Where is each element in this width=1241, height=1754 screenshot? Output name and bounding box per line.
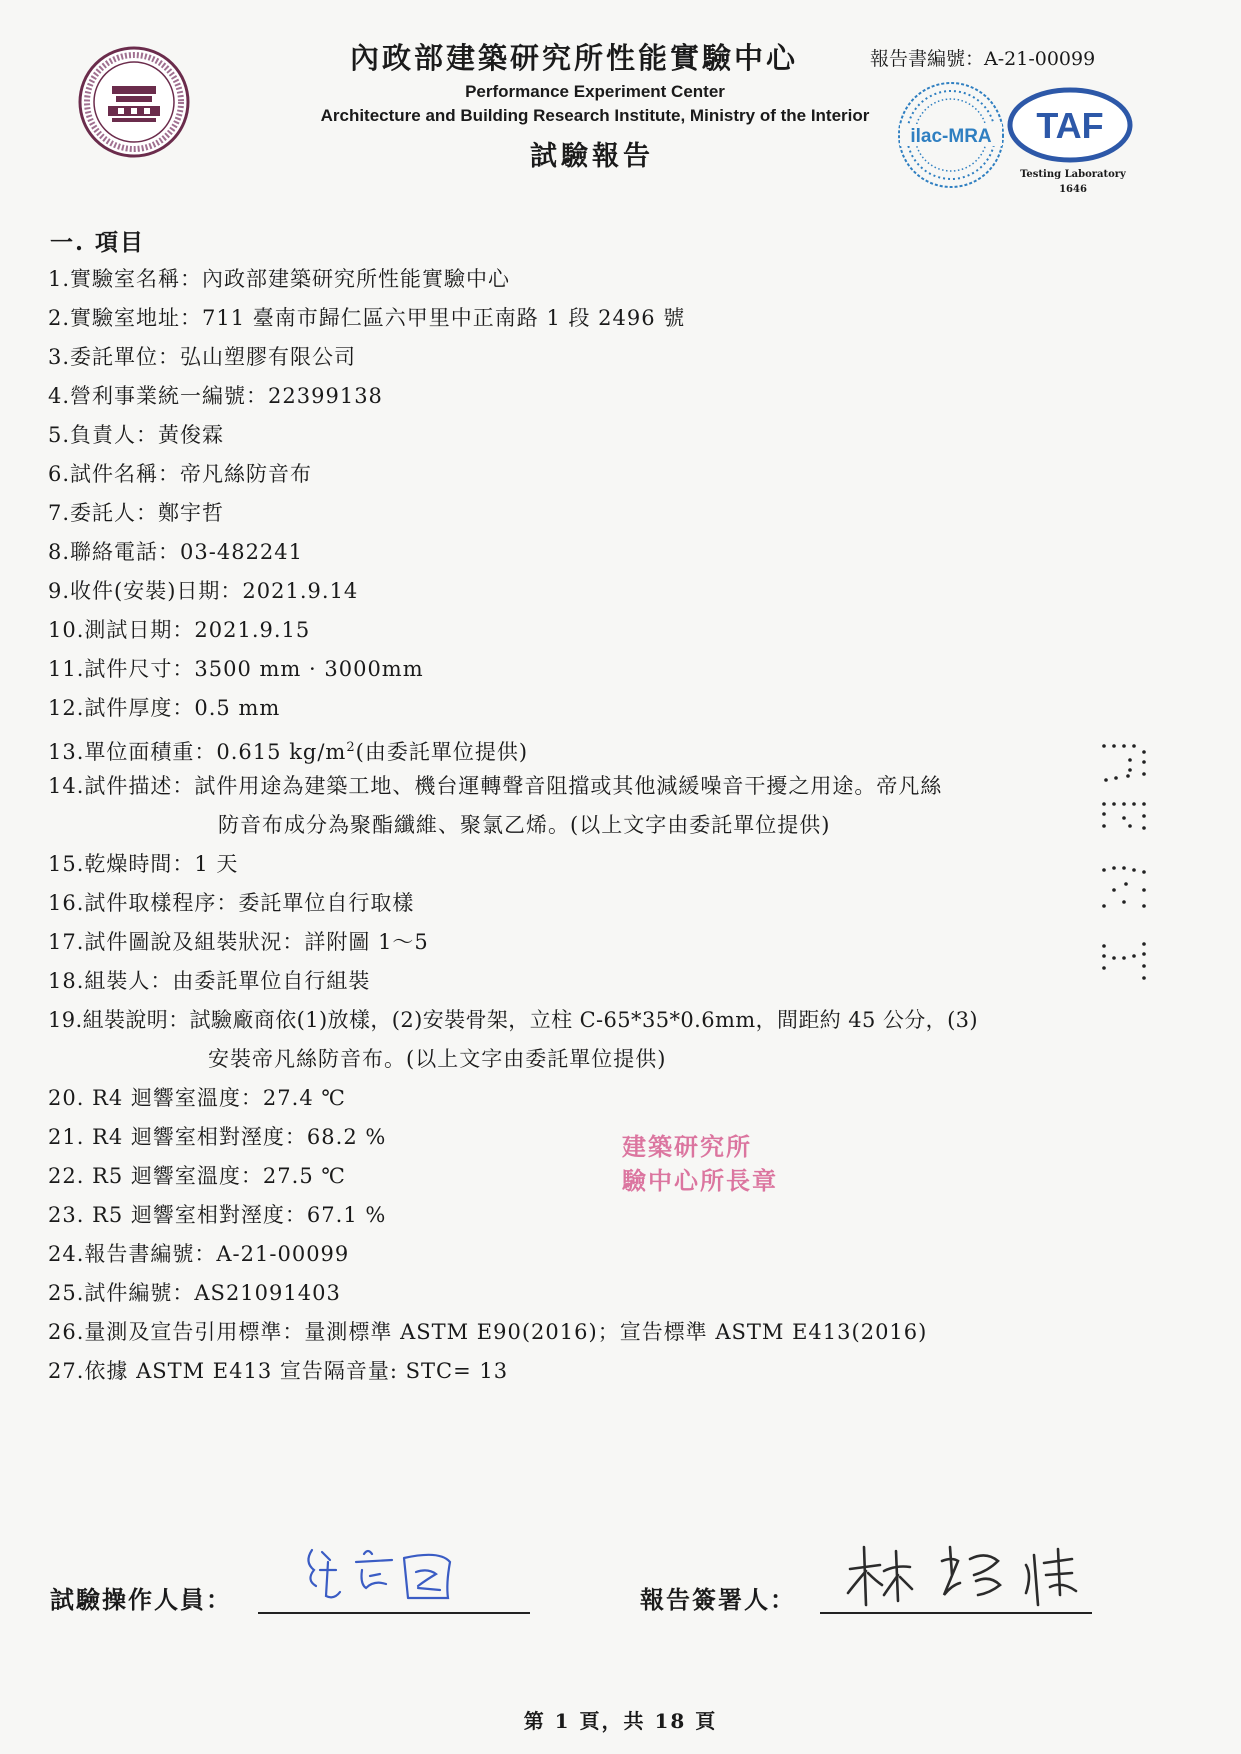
center-name-english: Performance Experiment Center bbox=[465, 82, 725, 101]
signer-label: 報告簽署人： bbox=[640, 1585, 796, 1614]
list-item: 4.營利事業統一編號：22399138 bbox=[48, 384, 383, 408]
institute-name-english: Architecture and Building Research Institute, Ministry of the Interior bbox=[320, 106, 870, 125]
item-list bbox=[48, 260, 1108, 1391]
list-item: 20. R4 迴響室溫度：27.4 ℃ bbox=[48, 1086, 346, 1110]
document-title: 試驗報告 bbox=[530, 141, 654, 172]
taf-caption-line1: Testing Laboratory bbox=[1020, 169, 1126, 180]
list-item: 8.聯絡電話：03-482241 bbox=[48, 540, 304, 564]
taf-caption bbox=[1010, 167, 1136, 197]
margin-perforation-dots bbox=[1100, 740, 1175, 1020]
unit-weight-prefix: 13.單位面積重：0.615 kg/m bbox=[48, 740, 347, 764]
list-item: 23. R5 迴響室相對溼度：67.1 % bbox=[48, 1203, 387, 1227]
list-item: 17.試件圖說及組裝狀況：詳附圖 1～5 bbox=[48, 930, 429, 954]
institute-seal-logo bbox=[78, 46, 190, 158]
unit-weight-suffix: (由委託單位提供) bbox=[355, 740, 529, 764]
ilac-logo-text: ilac-MRA bbox=[910, 126, 992, 147]
list-item: 16.試件取樣程序：委託單位自行取樣 bbox=[48, 891, 415, 915]
unit-weight-superscript: 2 bbox=[346, 740, 356, 755]
ilac-mra-logo bbox=[896, 80, 1006, 190]
section-heading: 一. 項目 bbox=[50, 229, 146, 256]
list-item: 15.乾燥時間：1 天 bbox=[48, 852, 239, 876]
stamp-line1: 建築研究所 bbox=[622, 1133, 752, 1161]
stamp-line2: 驗中心所長章 bbox=[622, 1167, 778, 1195]
page-footer: 第 1 頁，共 18 頁 bbox=[523, 1709, 718, 1733]
center-title: 內政部建築研究所性能實驗中心 bbox=[350, 41, 799, 75]
list-item: 22. R5 迴響室溫度：27.5 ℃ bbox=[48, 1164, 346, 1188]
list-item: 21. R4 迴響室相對溼度：68.2 % bbox=[48, 1125, 387, 1149]
list-item: 11.試件尺寸：3500 mm · 3000mm bbox=[48, 657, 424, 681]
signer-signature bbox=[840, 1535, 1090, 1615]
official-stamp bbox=[622, 1130, 800, 1214]
list-item: 1.實驗室名稱：內政部建築研究所性能實驗中心 bbox=[48, 267, 511, 291]
list-item-description-line1: 14.試件描述：試件用途為建築工地、機台運轉聲音阻擋或其他減緩噪音干擾之用途。帝凡絲 bbox=[48, 774, 943, 798]
list-item-assembly-line2: 安裝帝凡絲防音布。(以上文字由委託單位提供) bbox=[208, 1047, 667, 1071]
taf-caption-line2: 1646 bbox=[1059, 184, 1087, 195]
list-item: 10.測試日期：2021.9.15 bbox=[48, 618, 311, 642]
list-item-description-line2: 防音布成分為聚酯纖維、聚氯乙烯。(以上文字由委託單位提供) bbox=[218, 813, 831, 837]
list-item: 9.收件(安裝)日期：2021.9.14 bbox=[48, 579, 359, 603]
list-item: 6.試件名稱：帝凡絲防音布 bbox=[48, 462, 313, 486]
list-item: 5.負責人：黃俊霖 bbox=[48, 423, 225, 447]
operator-signature bbox=[300, 1540, 480, 1610]
list-item-unit-weight bbox=[48, 728, 1108, 767]
list-item: 24.報告書編號：A-21-00099 bbox=[48, 1242, 350, 1266]
list-item: 3.委託單位：弘山塑膠有限公司 bbox=[48, 345, 357, 369]
taf-logo-text: TAF bbox=[1036, 105, 1104, 146]
list-item: 7.委託人：鄭宇哲 bbox=[48, 501, 225, 525]
list-item: 12.試件厚度：0.5 mm bbox=[48, 696, 281, 720]
taf-logo bbox=[1006, 86, 1134, 164]
list-item: 26.量測及宣告引用標準：量測標準 ASTM E90(2016)；宣告標準 ASTM E413(2016) bbox=[48, 1320, 928, 1344]
list-item-assembly-line1: 19.組裝說明：試驗廠商依(1)放樣，(2)安裝骨架，立柱 C-65*35*0.6mm，間距約 45 公分，(3) bbox=[48, 1008, 979, 1032]
operator-label: 試驗操作人員： bbox=[50, 1585, 232, 1614]
list-item: 2.實驗室地址：711 臺南市歸仁區六甲里中正南路 1 段 2496 號 bbox=[48, 306, 686, 330]
operator-signature-line bbox=[258, 1612, 530, 1614]
list-item: 27.依據 ASTM E413 宣告隔音量: STC= 13 bbox=[48, 1359, 509, 1383]
list-item: 18.組裝人：由委託單位自行組裝 bbox=[48, 969, 371, 993]
report-number-header: 報告書編號：A-21-00099 bbox=[870, 48, 1096, 70]
list-item: 25.試件編號：AS21091403 bbox=[48, 1281, 341, 1305]
